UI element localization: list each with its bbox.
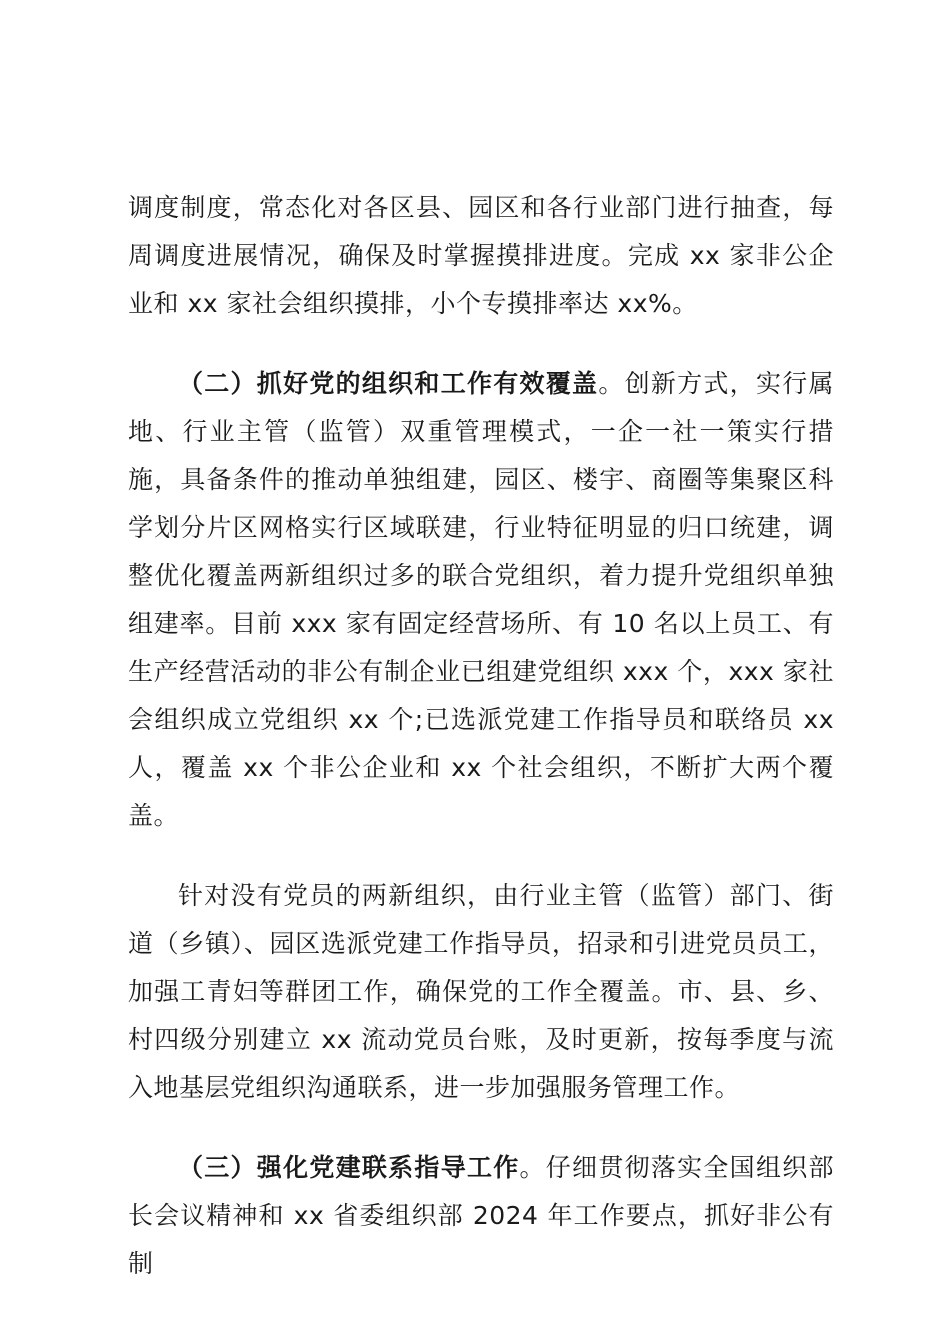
paragraph-4: [128, 1144, 834, 1288]
section-heading-2: （二）抓好党的组织和工作有效覆盖: [178, 369, 599, 398]
paragraph-1: [128, 184, 834, 328]
paragraph-3: [128, 872, 834, 1112]
section-heading-3: （三）强化党建联系指导工作: [178, 1153, 520, 1182]
paragraph-2: [128, 360, 834, 840]
paragraph-1-text: 调度制度，常态化对各区县、园区和各行业部门进行抽查，每周调度进展情况，确保及时掌握摸排进度。完成 xx 家非公企业和 xx 家社会组织摸排，小个专摸排率达 xx%。: [128, 193, 834, 318]
paragraph-4-text: 。仔细贯彻落实全国组织部长会议精神和 xx 省委组织部 2024 年工作要点，抓好非公有制: [128, 1153, 834, 1278]
paragraph-2-text: 。创新方式，实行属地、行业主管（监管）双重管理模式，一企一社一策实行措施，具备条件的推动单独组建，园区、楼宇、商圈等集聚区科学划分片区网格实行区域联建，行业特征明显的归口统建，调整优化覆盖两新组织过多的联合党组织，着力提升党组织单独组建率。目前 xxx 家有固定经营场所、有 10 名以上员工、有生产经营活动的非公有制企业已组建党组织 xxx 个，xxx 家社会组织成立党组织 xx 个;已选派党建工作指导员和联络员 xx 人，覆盖 xx 个非公企业和 xx 个社会组织，不断扩大两个覆盖。: [128, 369, 834, 830]
document-body: [128, 184, 834, 1288]
paragraph-3-text: 针对没有党员的两新组织，由行业主管（监管）部门、街道（乡镇）、园区选派党建工作指导员，招录和引进党员员工，加强工青妇等群团工作，确保党的工作全覆盖。市、县、乡、村四级分别建立 xx 流动党员台账，及时更新，按每季度与流入地基层党组织沟通联系，进一步加强服务管理工作。: [128, 881, 834, 1102]
